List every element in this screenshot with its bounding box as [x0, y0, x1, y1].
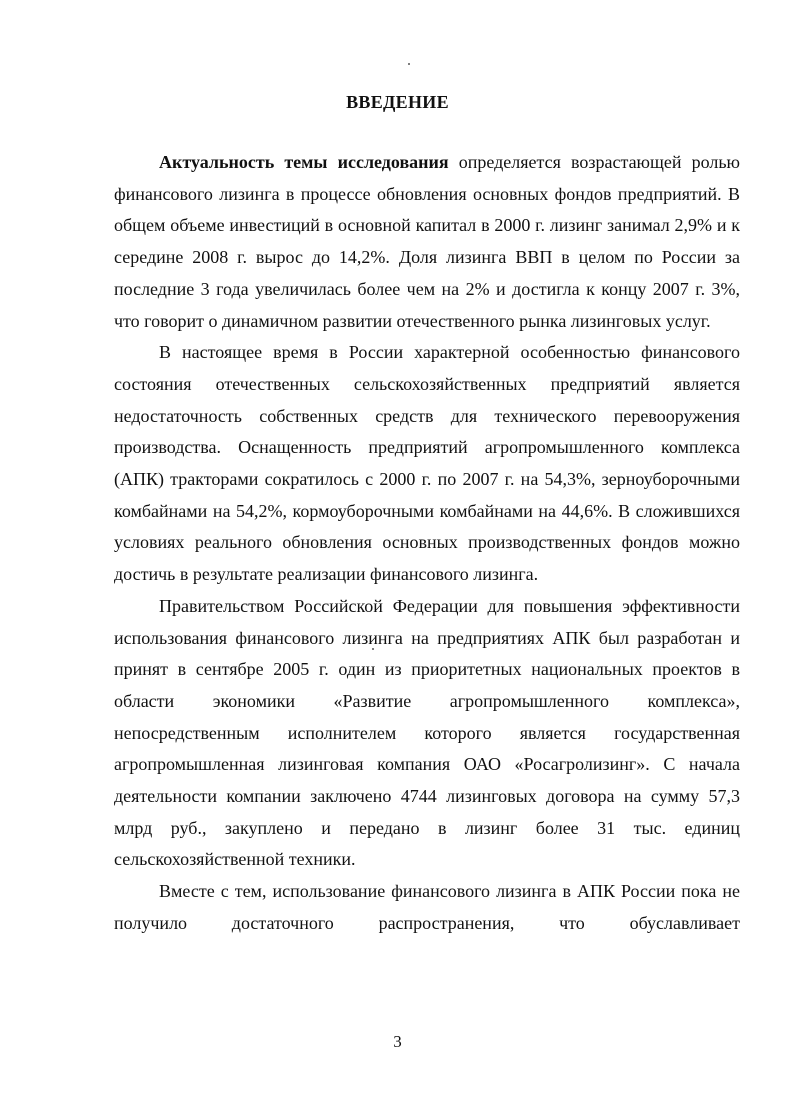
paragraph-1-text: определяется возрастающей ролью финансового лизинга в процессе обновления основных фондов предприятий. В общем объеме инвестиций в основной капитал в 2000 г. лизинг занимал 2,9% и к середине 2008 г. вырос до 14,2%. Доля лизинга ВВП в целом по России за последние 3 года увеличилась более чем на 2% и достигла к концу 2007 г. 3%, что говорит о динамичном развитии отечественного рынка лизинговых услуг.: [114, 152, 740, 331]
paragraph-2: [114, 337, 740, 591]
paragraph-2-text: В настоящее время в России характерной особенностью финансового состояния отечественных сельскохозяйственных предприятий является недостаточность собственных средств для технического перевооружения производства. Оснащенность предприятий агропромышленного комплекса (АПК) тракторами сократилось с 2000 г. по 2007 г. на 54,3%, зерноуборочными комбайнами на 54,2%, кормоуборочными комбайнами на 44,6%. В сложившихся условиях реального обновления основных производственных фондов можно достичь в результате реализации финансового лизинга.: [114, 342, 740, 585]
scan-speck: [408, 63, 410, 65]
paragraph-3-text: Правительством Российской Федерации для повышения эффективности использования финансового лизинга на предприятиях АПК был разработан и принят в сентябре 2005 г. один из приоритетных национальных проектов в области экономики «Развитие агропромышленного комплекса», непосредственным исполнителем которого является государственная агропромышленная лизинговая компания ОАО «Росагролизинг». С начала деятельности компании заключено 4744 лизинговых договора на сумму 57,3 млрд руб., закуплено и передано в лизинг более 31 тыс. единиц сельскохозяйственной техники.: [114, 595, 740, 870]
page-number: 3: [393, 1032, 402, 1051]
paragraph-1-lead: Актуальность темы исследования: [159, 152, 449, 172]
paragraph-1: [114, 147, 740, 337]
paragraph-4-text: Вместе с тем, использование финансового лизинга в АПК России пока не получило достаточного распространения, что обуславливает: [114, 881, 740, 933]
paragraph-4: [114, 876, 740, 939]
body-text: [114, 147, 740, 940]
paragraph-3: [114, 591, 740, 876]
page-title: ВВЕДЕНИЕ: [346, 92, 449, 112]
